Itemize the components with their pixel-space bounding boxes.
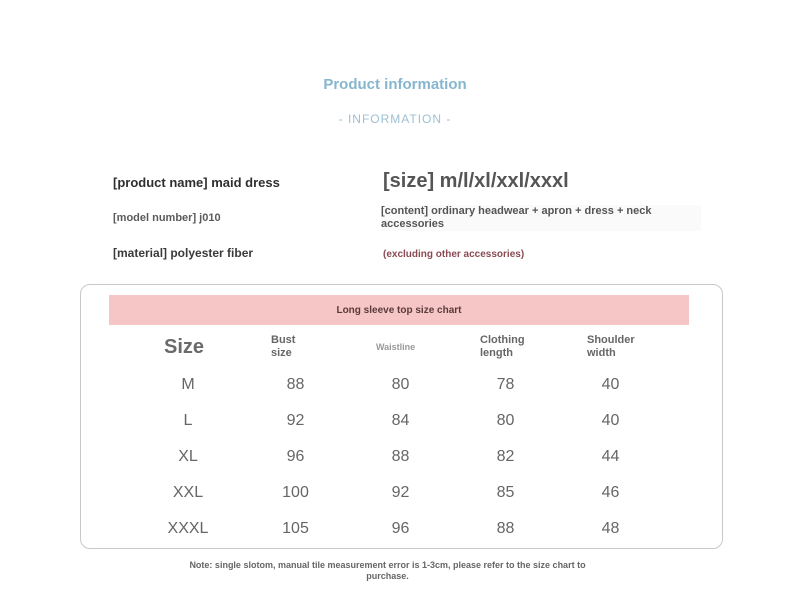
cell-bust: 88 — [286, 376, 305, 393]
table-row — [133, 475, 663, 511]
cell-shoulder-width: 46 — [601, 484, 620, 501]
cell-waistline: 88 — [391, 448, 410, 465]
material: [material] polyester fiber — [113, 246, 254, 260]
size-chart-header-row — [133, 327, 663, 367]
cell-clothing-length: 82 — [496, 448, 515, 465]
column-header-waistline — [348, 327, 453, 367]
cell-shoulder-width: 48 — [601, 520, 620, 537]
table-row — [133, 367, 663, 403]
column-header-label: Bust — [271, 334, 296, 346]
column-header-label: Shoulder — [587, 334, 635, 346]
cell-shoulder-width: 44 — [601, 448, 620, 465]
cell-bust: 92 — [286, 412, 305, 429]
cell-waistline: 80 — [391, 376, 410, 393]
measurement-note: Note: single slotom, manual tile measurement error is 1-3cm, please refer to the size chart to purchase. — [189, 560, 586, 581]
cell-size: XXL — [172, 484, 204, 501]
size-options: [size] m/l/xl/xxl/xxxl — [383, 170, 569, 192]
cell-bust: 96 — [286, 448, 305, 465]
cell-shoulder-width: 40 — [601, 376, 620, 393]
table-row — [133, 511, 663, 547]
cell-shoulder-width: 40 — [601, 412, 620, 429]
column-header-clothing-length — [453, 327, 558, 367]
cell-bust: 100 — [282, 484, 309, 501]
column-header-bust — [243, 327, 348, 367]
model-number: [model number] j010 — [113, 212, 221, 224]
page-subtitle: - INFORMATION - — [338, 112, 452, 126]
cell-waistline: 84 — [391, 412, 410, 429]
cell-bust: 105 — [282, 520, 309, 537]
column-header-label: Size — [164, 335, 205, 358]
cell-waistline: 92 — [391, 484, 410, 501]
cell-waistline: 96 — [391, 520, 410, 537]
cell-size: XXXL — [167, 520, 209, 537]
content-description: [content] ordinary headwear + apron + dress + neck accessories — [381, 205, 701, 231]
column-header-label: width — [587, 347, 616, 359]
excluding-note: (excluding other accessories) — [383, 249, 525, 260]
cell-clothing-length: 88 — [496, 520, 515, 537]
column-header-shoulder-width — [558, 327, 663, 367]
cell-size: M — [181, 376, 195, 393]
cell-size: L — [183, 412, 193, 429]
column-header-size — [133, 327, 243, 367]
size-chart-table — [133, 327, 663, 547]
cell-size: XL — [178, 448, 198, 465]
column-header-label: Waistline — [376, 341, 416, 352]
table-row — [133, 403, 663, 439]
page-title: Product information — [323, 76, 467, 93]
cell-clothing-length: 85 — [496, 484, 515, 501]
cell-clothing-length: 78 — [496, 376, 515, 393]
product-name: [product name] maid dress — [113, 175, 280, 190]
column-header-label: Clothing — [480, 334, 525, 346]
size-chart-title: Long sleeve top size chart — [109, 295, 689, 325]
table-row — [133, 439, 663, 475]
cell-clothing-length: 80 — [496, 412, 515, 429]
column-header-label: size — [271, 347, 292, 359]
column-header-label: length — [480, 347, 513, 359]
